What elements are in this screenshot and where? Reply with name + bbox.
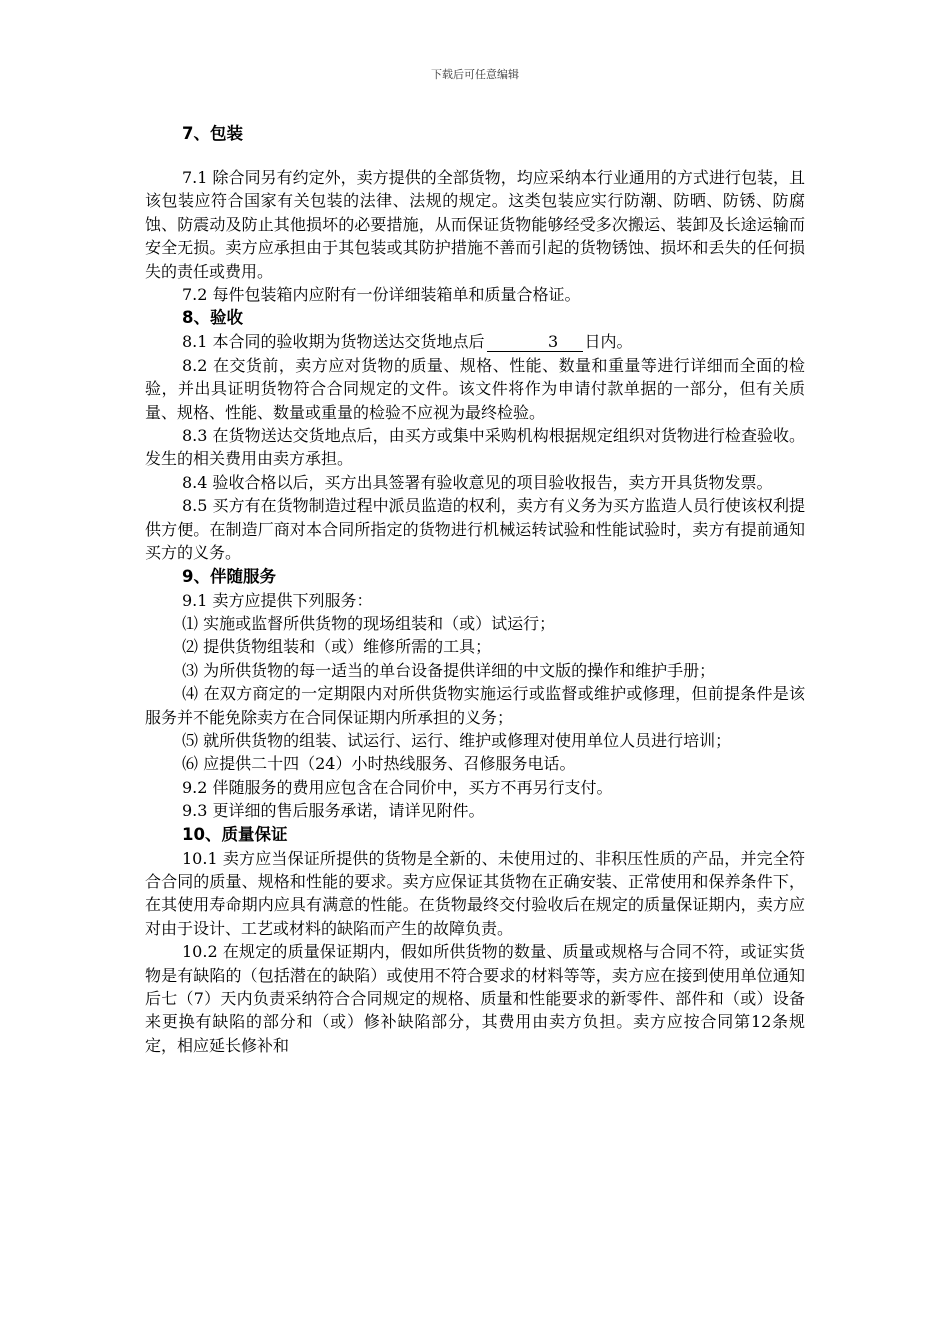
section-7-title: 7、包装	[182, 124, 243, 143]
section-7-2: 7.2 每件包装箱内应附有一份详细装箱单和质量合格证。	[182, 285, 581, 305]
service-item: ⑷ 在双方商定的一定期限内对所供货物实施运行或监督或维护或修理，但前提条件是该服务并不能免除卖方在合同保证期内所承担的义务；	[145, 684, 805, 727]
section-8-1	[145, 330, 805, 353]
service-item: ⑴ 实施或监督所供货物的现场组装和（或）试运行；	[182, 613, 556, 633]
section-8-1-prefix: 8.1 本合同的验收期为货物送达交货地点后	[182, 332, 485, 352]
service-item: ⑸ 就所供货物的组装、试运行、运行、维护或修理对使用单位人员进行培训；	[182, 730, 732, 750]
section-9-1: 9.1 卖方应提供下列服务：	[182, 590, 373, 610]
document-body	[145, 122, 805, 1057]
section-9-title: 9、伴随服务	[182, 566, 276, 586]
service-item: ⑹ 应提供二十四（24）小时热线服务、召修服务电话。	[182, 754, 576, 774]
section-9-2: 9.2 伴随服务的费用应包含在合同价中，买方不再另行支付。	[182, 777, 613, 797]
acceptance-days-field: 3	[487, 333, 583, 352]
section-9-3: 9.3 更详细的售后服务承诺，请详见附件。	[182, 801, 485, 821]
section-10-1: 10.1 卖方应当保证所提供的货物是全新的、未使用过的、非积压性质的产品，并完全符合合同的质量、规格和性能的要求。卖方应保证其货物在正确安装、正常使用和保养条件下，在其使用寿命期内应具有满意的性能。在货物最终交付验收后在规定的质量保证期内，卖方应对由于设计、工艺或材料的缺陷而产生的故障负责。	[145, 848, 805, 938]
section-10-title: 10、质量保证	[182, 824, 288, 844]
section-8-5: 8.5 买方有在货物制造过程中派员监造的权利，卖方有义务为买方监造人员行使该权利提供方便。在制造厂商对本合同所指定的货物进行机械运转试验和性能试验时，卖方有提前通知买方的义务。	[145, 496, 805, 563]
section-10-2: 10.2 在规定的质量保证期内，假如所供货物的数量、质量或规格与合同不符，或证实货物是有缺陷的（包括潜在的缺陷）或使用不符合要求的材料等等，卖方应在接到使用单位通知后七（7）天内负责采纳符合合同规定的规格、质量和性能要求的新零件、部件和（或）设备来更换有缺陷的部分和（或）修补缺陷部分，其费用由卖方负担。卖方应按合同第12条规定，相应延长修补和	[145, 942, 805, 1055]
section-7-1: 7.1 除合同另有约定外，卖方提供的全部货物，均应采纳本行业通用的方式进行包装，且该包装应符合国家有关包装的法律、法规的规定。这类包装应实行防潮、防晒、防锈、防腐蚀、防震动及防止其他损坏的必要措施，从而保证货物能够经受多次搬运、装卸及长途运输而安全无损。卖方应承担由于其包装或其防护措施不善而引起的货物锈蚀、损坏和丢失的任何损失的责任或费用。	[145, 168, 805, 281]
section-8-4: 8.4 验收合格以后，买方出具签署有验收意见的项目验收报告，卖方开具货物发票。	[182, 472, 773, 492]
section-8-title: 8、验收	[182, 308, 243, 328]
page-header: 下载后可任意编辑	[431, 68, 519, 81]
section-8-3: 8.3 在货物送达交货地点后，由买方或集中采购机构根据规定组织对货物进行检查验收。发生的相关费用由卖方承担。	[145, 426, 805, 469]
service-item: ⑶ 为所供货物的每一适当的单台设备提供详细的中文版的操作和维护手册；	[182, 660, 716, 680]
section-8-2: 8.2 在交货前，卖方应对货物的质量、规格、性能、数量和重量等进行详细而全面的检验，并出具证明货物符合合同规定的文件。该文件将作为申请付款单据的一部分，但有关质量、规格、性能、数量或重量的检验不应视为最终检验。	[145, 355, 805, 422]
service-item: ⑵ 提供货物组装和（或）维修所需的工具；	[182, 637, 492, 657]
section-8-1-suffix: 日内。	[584, 332, 633, 352]
